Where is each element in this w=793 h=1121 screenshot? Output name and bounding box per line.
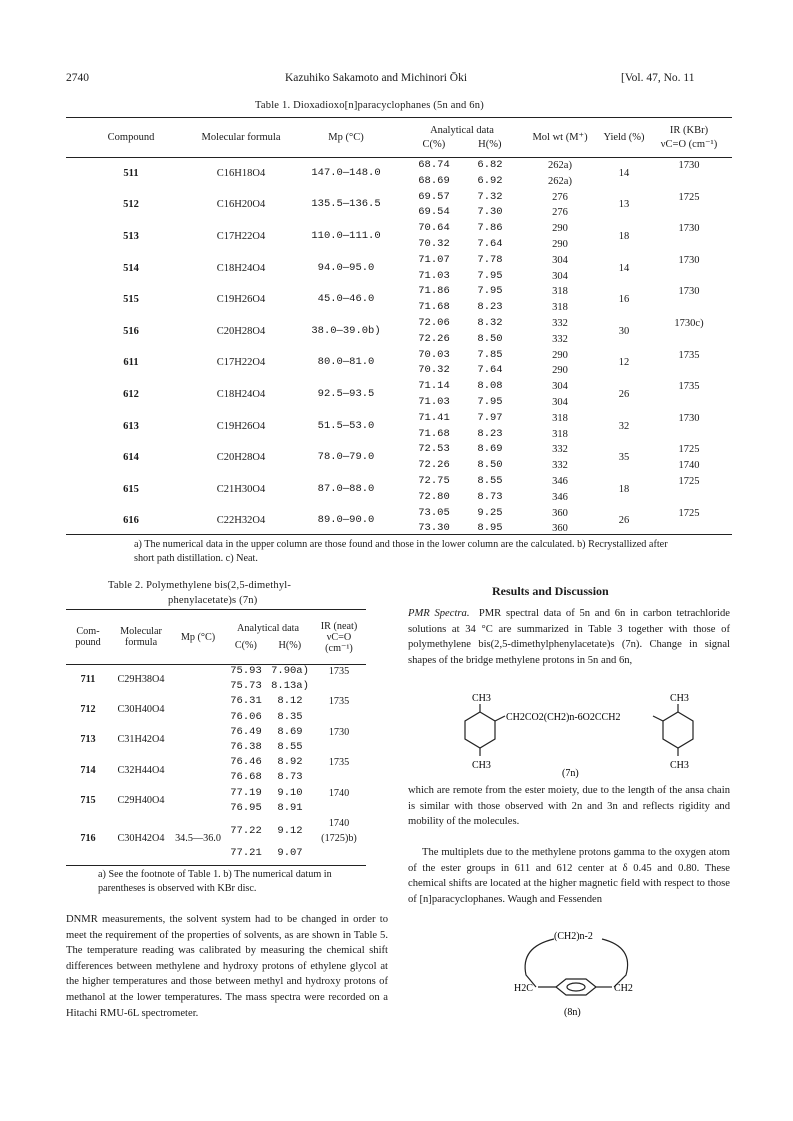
ir2-cell [646, 205, 732, 221]
molwt-calc-cell: 262a) [548, 175, 572, 187]
h-found-cell: 7.78 [477, 253, 503, 266]
molwt-calc-cell: 290 [552, 238, 568, 250]
structure-8-diagram [510, 925, 650, 1020]
methyl-bottom-left: CH3 [472, 760, 491, 771]
h-found-cell: 8.55 [477, 474, 503, 487]
ir-cell: 1730 [678, 286, 700, 298]
h-found-cell: 9.25 [477, 506, 503, 519]
c-found-cell: 68.74 [418, 159, 450, 171]
left-paragraph: DNMR measurements, the solvent system had to be changed in order to meet the requirement of the properties of solvents, as are shown in Table 5. The temperature reading was calibrated by measuring the chemical shift differences between methylene and hydroxy protons of ethylene glycol at the higher temperatures and those between methyl and hydroxy protons of methanol at the lower temperatures. The mass spectra were recorded on a Hitachi RMU-6L spectrometer. [66, 914, 388, 1019]
table2-row [66, 664, 366, 679]
mp-cell [172, 786, 224, 816]
yield-cell: 16 [618, 294, 630, 306]
c-calc-cell: 69.54 [418, 206, 450, 219]
running-header-volume: [Vol. 47, No. 11 [621, 72, 695, 84]
c-calc-cell: 71.68 [418, 427, 450, 440]
table2 [66, 610, 366, 862]
compound-cell: 615 [123, 483, 139, 495]
table1-caption: Table 1. Dioxadioxo[n]paracyclophanes (5n and 6n) [255, 100, 484, 111]
pmr-paragraph-2: which are remote from the ester moiety, due to the length of the ansa chain is similar with those observed with 2n and 3n and reflects rigidity and mobility of the molecules. [408, 785, 730, 828]
c-calc-cell: 71.68 [418, 301, 450, 314]
yield-cell: 13 [618, 199, 630, 211]
h-found-cell: 6.82 [477, 159, 503, 171]
table1-row [66, 316, 732, 332]
structure-8-chain: (CH2)n-2 [554, 931, 593, 942]
c-found-cell: 70.64 [418, 222, 450, 235]
col-yield: Yield (%) [603, 132, 645, 143]
ir-cell: 1735 [328, 696, 350, 708]
c-calc-cell: 76.38 [230, 741, 262, 754]
ir-cell: 1725 [678, 191, 700, 203]
mp-cell: 92.5—93.5 [317, 388, 375, 401]
h-found-cell: 7.97 [477, 411, 503, 424]
table2-footnote: a) See the footnote of Table 1. b) The numerical datum in parentheses is observed with KBr disc. [98, 869, 332, 894]
formula-cell: C20H28O4 [216, 325, 266, 337]
methyl-bottom-right: CH3 [670, 760, 689, 771]
formula-cell: C17H22O4 [216, 231, 266, 243]
mp-cell [172, 755, 224, 785]
molwt-calc-cell: 318 [552, 302, 568, 314]
mp-cell: 87.0—88.0 [317, 482, 375, 495]
ir-cell: 1730 [678, 160, 700, 171]
mp-cell: 147.0—148.0 [311, 166, 381, 179]
h-calc-cell: 8.73 [477, 490, 503, 503]
c-found-cell: 76.46 [230, 756, 262, 769]
page-number: 2740 [66, 72, 89, 84]
molwt-calc-cell: 318 [552, 428, 568, 440]
molwt-calc-cell: 304 [552, 270, 568, 282]
pmr-paragraph-1: PMR Spectra. PMR spectral data of 5n and 6n in carbon tetrachloride solutions at 34 °C are summarized in Table 3 together with those of polymethylene bis(2,5-dimethylphenylacetate)s (7n). Change in signal shapes of the bridge methylene protons in 5n and 6n, [408, 608, 730, 666]
compound-cell: 616 [123, 515, 139, 527]
ir-cell: 1730 [678, 412, 700, 424]
formula-cell: C22H32O4 [216, 515, 266, 527]
h-found-cell: 8.12 [277, 695, 303, 708]
t2-col-formula: Molecular formula [120, 626, 162, 648]
ir2-cell [646, 521, 732, 537]
ir-cell: 1725 [678, 475, 700, 487]
ir-cell: 1725 [678, 507, 700, 519]
table1 [66, 118, 732, 537]
h-found-cell: 7.86 [477, 222, 503, 235]
running-header-authors: Kazuhiko Sakamoto and Michinori Ōki [285, 72, 468, 84]
ir2-cell: 1740 [678, 460, 700, 472]
c-calc-cell: 76.68 [230, 771, 262, 784]
molwt-found-cell: 290 [552, 349, 568, 361]
h-found-cell: 7.95 [477, 285, 503, 298]
ir-cell: 1725 [678, 444, 700, 456]
yield-cell: 26 [618, 389, 630, 401]
ir-cell: 1730 [328, 726, 350, 738]
molwt-found-cell: 360 [552, 507, 568, 519]
c-calc-cell: 68.69 [418, 174, 450, 187]
compound-cell: 613 [123, 420, 139, 432]
yield-cell: 18 [618, 483, 630, 495]
c-found-cell: 71.07 [418, 253, 450, 266]
c-found-cell: 69.57 [418, 190, 450, 203]
formula-cell: C30H42O4 [117, 833, 165, 845]
mp-cell [172, 725, 224, 755]
c-found-cell: 77.22 [230, 824, 262, 837]
pmr-title: PMR Spectra. [408, 608, 470, 619]
empty-cell [312, 710, 366, 725]
mp-cell [172, 664, 224, 694]
h-found-cell: 9.10 [277, 786, 303, 799]
h-calc-cell: 8.50 [477, 459, 503, 472]
table1-row [66, 348, 732, 364]
formula-cell: C30H40O4 [117, 704, 165, 715]
ir-cell: 1735 [678, 349, 700, 361]
c-calc-cell: 72.26 [418, 459, 450, 472]
molwt-found-cell: 332 [552, 444, 568, 456]
ir2-cell [646, 300, 732, 316]
molwt-found-cell: 276 [552, 191, 568, 203]
yield-cell: 35 [618, 452, 630, 464]
section-heading-results: Results and Discussion [492, 584, 609, 598]
c-calc-cell: 77.21 [230, 847, 262, 860]
table1-row [66, 158, 732, 174]
pmr-paragraph-3: The multiplets due to the methylene protons gamma to the oxygen atom of the ester groups in 611 and 612 center at δ 0.45 and 0.80. These chemical shifts are located at the higher magnetic field with respect to those of [n]paracyclophanes. Waugh and Fessenden [408, 847, 730, 905]
structure-7-chain: CH2CO2(CH2)n-6O2CCH2 [506, 712, 621, 723]
table2-row [66, 786, 366, 801]
molwt-calc-cell: 290 [552, 365, 568, 377]
h-calc-cell: 8.91 [277, 801, 303, 814]
h-calc-cell: 8.95 [477, 522, 503, 535]
h-calc-cell: 8.23 [477, 301, 503, 314]
table2-caption-line2: phenylacetate)s (7n) [168, 595, 258, 606]
mp-cell: 94.0—95.0 [317, 261, 375, 274]
c-found-cell: 72.53 [418, 443, 450, 456]
compound-cell: 515 [123, 294, 139, 306]
ir2-cell [646, 395, 732, 411]
empty-cell [312, 770, 366, 785]
c-found-cell: 71.41 [418, 411, 450, 424]
ansa-chain-right [602, 939, 628, 987]
structure-8-label: (8n) [564, 1007, 581, 1018]
formula-cell: C18H24O4 [216, 389, 266, 401]
table1-row [66, 442, 732, 458]
molwt-found-cell: 318 [552, 286, 568, 298]
yield-cell: 14 [618, 167, 630, 179]
h-calc-cell: 7.64 [477, 237, 503, 250]
formula-cell: C29H38O4 [117, 673, 165, 685]
mp-cell: 80.0—81.0 [317, 356, 375, 369]
ir2-cell [646, 269, 732, 285]
h-calc-cell: 7.64 [477, 364, 503, 377]
mp-cell: 135.5—136.5 [311, 198, 381, 211]
h-calc-cell: 7.30 [477, 206, 503, 219]
mp-cell: 34.5—36.0 [175, 833, 221, 845]
c-calc-cell: 70.32 [418, 364, 450, 377]
molwt-calc-cell: 360 [552, 523, 568, 535]
yield-cell: 30 [618, 325, 630, 337]
methyl-top-right: CH3 [670, 693, 689, 704]
ir2-cell [646, 332, 732, 348]
formula-cell: C21H30O4 [216, 483, 266, 495]
compound-cell: 715 [80, 795, 96, 807]
c-calc-cell: 72.80 [418, 490, 450, 503]
compound-cell: 614 [123, 452, 139, 464]
table1-row [66, 474, 732, 490]
c-found-cell: 73.05 [418, 506, 450, 519]
table1-footnote: a) The numerical data in the upper column are those found and those in the lower column are the calculated. b) Recrystallized after short path distillation. c) Neat. [134, 539, 668, 564]
h-found-cell: 8.08 [477, 380, 503, 393]
c-calc-cell: 71.03 [418, 395, 450, 408]
structure-8-left-group: H2C [514, 983, 533, 994]
table2-caption-line1: Table 2. Polymethylene bis(2,5-dimethyl- [108, 580, 292, 591]
ir2-cell [646, 237, 732, 253]
compound-cell: 711 [80, 673, 96, 685]
h-found-cell: 9.12 [277, 824, 303, 837]
h-found-cell: 7.90a) [271, 665, 309, 677]
ir2-cell [646, 427, 732, 443]
formula-cell: C16H18O4 [216, 167, 266, 179]
formula-cell: C20H28O4 [216, 452, 266, 464]
c-found-cell: 72.75 [418, 474, 450, 487]
c-found-cell: 75.93 [230, 665, 262, 677]
h-found-cell: 8.92 [277, 756, 303, 769]
mp-cell: 51.5—53.0 [317, 419, 375, 432]
col-ir: IR (KBr) νC=O (cm⁻¹) [660, 125, 718, 150]
ir-cell: 1730c) [674, 317, 704, 329]
table1-row [66, 411, 732, 427]
structure-7-diagram [450, 690, 720, 780]
h-calc-cell: 6.92 [477, 174, 503, 187]
compound-cell: 512 [123, 199, 139, 211]
molwt-found-cell: 332 [552, 317, 568, 329]
table1-row [66, 506, 732, 522]
yield-cell: 14 [618, 262, 630, 274]
c-found-cell: 76.49 [230, 725, 262, 738]
formula-cell: C29H40O4 [117, 795, 165, 807]
structure-8-right-group: CH2 [614, 983, 633, 994]
compound-cell: 716 [80, 833, 96, 845]
ir2-cell [646, 363, 732, 379]
h-calc-cell: 8.13a) [271, 680, 309, 693]
t2-col-ir: IR (neat) νC=O (cm⁻¹) [320, 620, 358, 654]
table2-row [66, 816, 366, 846]
compound-cell: 713 [80, 734, 96, 746]
c-found-cell: 72.06 [418, 316, 450, 329]
formula-cell: C16H20O4 [216, 199, 266, 211]
mp-cell: 110.0—111.0 [311, 230, 381, 243]
molwt-calc-cell: 304 [552, 396, 568, 408]
table2-row [66, 725, 366, 740]
h-calc-cell: 7.95 [477, 395, 503, 408]
c-found-cell: 71.14 [418, 380, 450, 393]
mp-cell: 38.0—39.0b) [311, 324, 381, 337]
structure-7-label: (7n) [562, 768, 579, 779]
ir-cell: 1740 [328, 787, 350, 799]
mp-cell: 45.0—46.0 [317, 293, 375, 306]
c-calc-cell: 72.26 [418, 332, 450, 345]
yield-cell: 26 [618, 515, 630, 527]
mp-cell: 89.0—90.0 [317, 514, 375, 527]
compound-cell: 516 [123, 325, 139, 337]
c-found-cell: 71.86 [418, 285, 450, 298]
ir-cell: 1735 [678, 381, 700, 393]
ir-cell: 1735 [328, 666, 350, 677]
compound-cell: 511 [123, 167, 139, 179]
benzene-ring-right [663, 712, 693, 748]
col-molwt: Mol wt (M⁺) [532, 132, 588, 143]
table1-row [66, 253, 732, 269]
c-calc-cell: 76.95 [230, 801, 262, 814]
col-mp: Mp (°C) [328, 132, 364, 143]
c-calc-cell: 73.30 [418, 522, 450, 535]
t2-col-compound: Com- pound [75, 626, 101, 648]
molwt-found-cell: 304 [552, 381, 568, 393]
molwt-calc-cell: 332 [552, 333, 568, 345]
c-found-cell: 76.31 [230, 695, 262, 708]
t2-col-analytical: Analytical data C(%) H(%) [234, 623, 302, 651]
yield-cell: 12 [618, 357, 630, 369]
c-found-cell: 77.19 [230, 786, 262, 799]
h-calc-cell: 8.50 [477, 332, 503, 345]
formula-cell: C19H26O4 [216, 420, 266, 432]
molwt-found-cell: 346 [552, 475, 568, 487]
c-calc-cell: 70.32 [418, 237, 450, 250]
empty-cell [312, 801, 366, 816]
empty-cell [312, 740, 366, 755]
ir-cell: 1730 [678, 254, 700, 266]
compound-cell: 714 [80, 764, 96, 776]
formula-cell: C17H22O4 [216, 357, 266, 369]
compound-cell: 513 [123, 231, 139, 243]
molwt-found-cell: 262a) [548, 160, 572, 171]
yield-cell: 18 [618, 231, 630, 243]
c-calc-cell: 76.06 [230, 710, 262, 723]
table1-row [66, 221, 732, 237]
col-compound: Compound [107, 132, 155, 143]
h-found-cell: 8.69 [477, 443, 503, 456]
compound-cell: 514 [123, 262, 139, 274]
compound-cell: 611 [123, 357, 139, 369]
ir-cell: 1730 [678, 223, 700, 235]
table1-row [66, 190, 732, 206]
col-formula: Molecular formula [201, 132, 281, 143]
c-calc-cell: 75.73 [230, 680, 262, 693]
molwt-found-cell: 318 [552, 412, 568, 424]
compound-cell: 712 [80, 704, 96, 715]
h-found-cell: 7.85 [477, 348, 503, 361]
formula-cell: C31H42O4 [117, 734, 165, 746]
t2-col-mp: Mp (°C) [180, 631, 216, 643]
compound-cell: 612 [123, 389, 139, 401]
ir2-cell [646, 490, 732, 506]
h-calc-cell: 8.35 [277, 710, 303, 723]
table1-row [66, 379, 732, 395]
formula-cell: C18H24O4 [216, 262, 266, 274]
formula-cell: C19H26O4 [216, 294, 266, 306]
h-found-cell: 8.32 [477, 316, 503, 329]
ansa-chain-left [525, 939, 554, 987]
h-calc-cell: 8.73 [277, 771, 303, 784]
table2-row [66, 694, 366, 709]
molwt-calc-cell: 276 [552, 207, 568, 219]
ir-cell: 1735 [328, 757, 350, 769]
c-calc-cell: 71.03 [418, 269, 450, 282]
benzene-ring [556, 979, 596, 995]
c-found-cell: 70.03 [418, 348, 450, 361]
h-calc-cell: 9.07 [277, 847, 303, 860]
col-c: C(%) [422, 139, 446, 150]
molwt-calc-cell: 332 [552, 460, 568, 472]
mp-cell: 78.0—79.0 [317, 451, 375, 464]
benzene-ring-left [465, 712, 495, 748]
h-calc-cell: 8.23 [477, 427, 503, 440]
h-calc-cell: 7.95 [477, 269, 503, 282]
ir2-cell [646, 174, 732, 190]
molwt-calc-cell: 346 [552, 491, 568, 503]
methyl-top-left: CH3 [472, 693, 491, 704]
table2-row [66, 755, 366, 770]
formula-cell: C32H44O4 [117, 764, 165, 776]
yield-cell: 32 [618, 420, 630, 432]
col-h: H(%) [478, 139, 502, 150]
molwt-found-cell: 304 [552, 254, 568, 266]
col-analytical: Analytical data C(%) H(%) [422, 125, 502, 150]
molwt-found-cell: 290 [552, 223, 568, 235]
h-found-cell: 7.32 [477, 190, 503, 203]
ir-cell: 1740 (1725)b) [321, 818, 357, 845]
h-found-cell: 8.69 [277, 725, 303, 738]
h-calc-cell: 8.55 [277, 741, 303, 754]
table1-row [66, 284, 732, 300]
mp-cell [172, 694, 224, 724]
empty-cell [312, 679, 366, 694]
empty-cell [312, 846, 366, 861]
